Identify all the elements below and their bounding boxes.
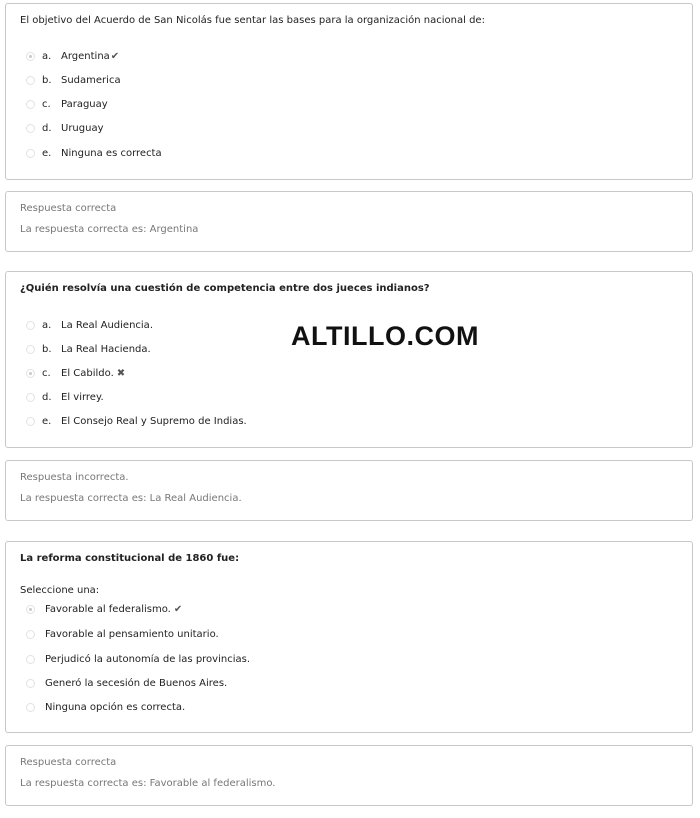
- feedback-card-3: [5, 745, 693, 806]
- option-e[interactable]: [26, 414, 247, 428]
- radio-button[interactable]: [26, 345, 35, 354]
- option-c[interactable]: [26, 366, 125, 380]
- check-icon: ✔: [173, 603, 183, 615]
- radio-button[interactable]: [26, 605, 35, 614]
- radio-button[interactable]: [26, 52, 35, 61]
- check-icon: ✔: [110, 50, 120, 62]
- question-text: La reforma constitucional de 1860 fue:: [20, 553, 240, 564]
- option-b[interactable]: [26, 73, 121, 87]
- option-label: Uruguay: [61, 122, 104, 134]
- radio-button[interactable]: [26, 703, 35, 712]
- feedback-status: Respuesta incorrecta.: [20, 472, 129, 483]
- option-label: Sudamerica: [61, 74, 121, 86]
- radio-button[interactable]: [26, 76, 35, 85]
- option-letter: e.: [42, 415, 52, 427]
- option-label: Argentina: [61, 50, 110, 62]
- option-a[interactable]: [26, 318, 153, 332]
- option-b[interactable]: [26, 342, 151, 356]
- option-letter: a.: [42, 50, 52, 62]
- option-label: Perjudicó la autonomía de las provincias.: [45, 653, 251, 665]
- option-letter: c.: [42, 98, 51, 110]
- option-label: Paraguay: [61, 98, 108, 110]
- option-label: Ninguna es correcta: [61, 147, 162, 159]
- question-text: ¿Quién resolvía una cuestión de competencia entre dos jueces indianos?: [20, 283, 430, 294]
- feedback-answer: La respuesta correcta es: Argentina: [20, 224, 199, 235]
- radio-button[interactable]: [26, 100, 35, 109]
- option-2[interactable]: [26, 627, 219, 641]
- feedback-card-2: [5, 460, 693, 521]
- watermark-logo: ALTILLO.COM: [291, 321, 479, 351]
- question-card-3: [5, 541, 693, 733]
- question-text: El objetivo del Acuerdo de San Nicolás fue sentar las bases para la organización nacional de:: [20, 15, 485, 26]
- radio-button[interactable]: [26, 124, 35, 133]
- option-letter: d.: [42, 122, 52, 134]
- radio-button[interactable]: [26, 679, 35, 688]
- option-c[interactable]: [26, 97, 108, 111]
- option-a[interactable]: [26, 49, 119, 63]
- option-5[interactable]: [26, 700, 185, 714]
- option-letter: c.: [42, 367, 51, 379]
- select-one-prompt: Seleccione una:: [20, 585, 100, 596]
- option-label: La Real Audiencia.: [61, 319, 153, 331]
- feedback-answer: La respuesta correcta es: La Real Audiencia.: [20, 493, 242, 504]
- radio-button[interactable]: [26, 321, 35, 330]
- option-letter: b.: [42, 343, 52, 355]
- feedback-status: Respuesta correcta: [20, 757, 117, 768]
- radio-button[interactable]: [26, 393, 35, 402]
- radio-button[interactable]: [26, 369, 35, 378]
- option-d[interactable]: [26, 390, 104, 404]
- option-4[interactable]: [26, 676, 227, 690]
- feedback-card-1: [5, 191, 693, 252]
- option-letter: e.: [42, 147, 52, 159]
- option-label: El Cabildo.: [61, 367, 114, 379]
- option-3[interactable]: [26, 652, 250, 666]
- option-label: Favorable al federalismo.: [45, 603, 171, 615]
- feedback-answer: La respuesta correcta es: Favorable al federalismo.: [20, 778, 276, 789]
- option-label: Favorable al pensamiento unitario.: [45, 628, 219, 640]
- radio-button[interactable]: [26, 149, 35, 158]
- option-e[interactable]: [26, 146, 162, 160]
- radio-button[interactable]: [26, 655, 35, 664]
- option-d[interactable]: [26, 121, 104, 135]
- question-card-1: [5, 3, 693, 180]
- option-letter: b.: [42, 74, 52, 86]
- cross-icon: ✖: [116, 367, 126, 379]
- question-card-2: [5, 271, 693, 448]
- radio-button[interactable]: [26, 417, 35, 426]
- option-1[interactable]: [26, 602, 182, 616]
- option-label: Generó la secesión de Buenos Aires.: [45, 677, 228, 689]
- option-letter: d.: [42, 391, 52, 403]
- option-label: El virrey.: [61, 391, 104, 403]
- option-label: Ninguna opción es correcta.: [45, 701, 186, 713]
- radio-button[interactable]: [26, 630, 35, 639]
- option-label: La Real Hacienda.: [61, 343, 151, 355]
- feedback-status: Respuesta correcta: [20, 203, 117, 214]
- option-letter: a.: [42, 319, 52, 331]
- option-label: El Consejo Real y Supremo de Indias.: [61, 415, 247, 427]
